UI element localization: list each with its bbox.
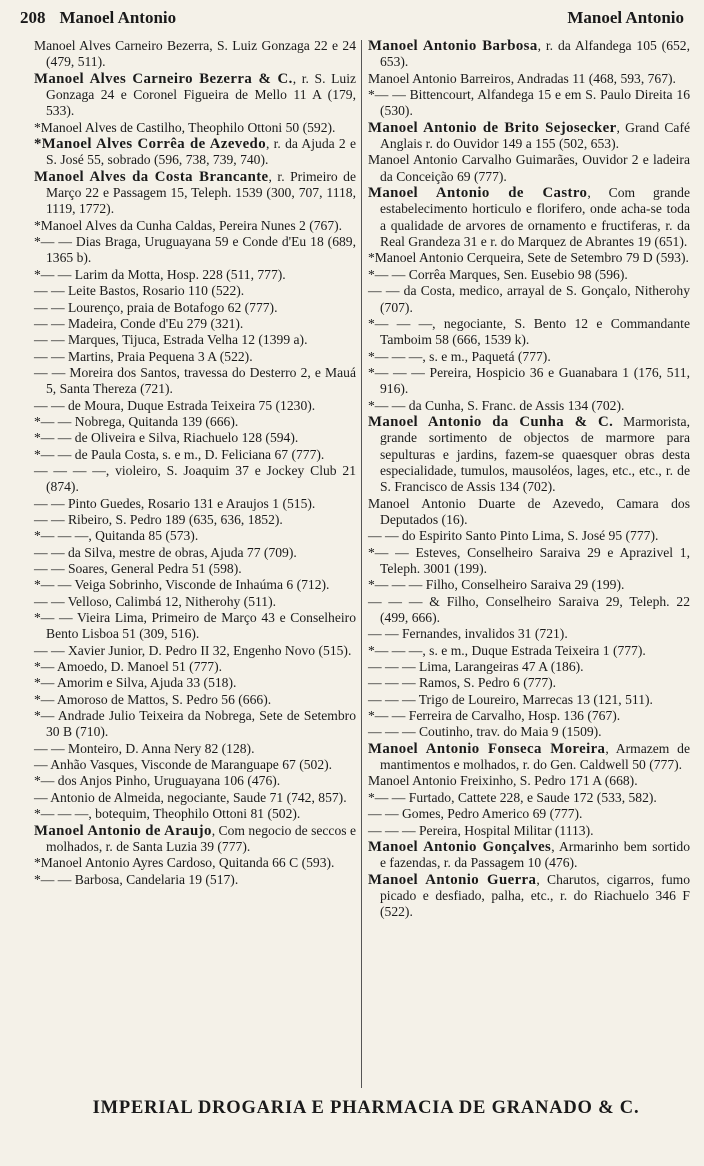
entry-bold-name: *Manoel Alves Corrêa de Azevedo	[34, 136, 266, 153]
entry-text: — — Velloso, Calimbá 12, Nitherohy (511).	[34, 593, 277, 609]
entry-text: , r. Primeiro de Março 22 e Passagem 15, Teleph. 1539 (300, 707, 1118, 1119, 1772).	[46, 168, 357, 217]
entry-text: — — Monteiro, D. Anna Nery 82 (128).	[34, 740, 255, 756]
directory-entry	[368, 414, 690, 496]
entry-text: *— — Vieira Lima, Primeiro de Março 43 e Conselheiro Bento Lisboa 51 (309, 516).	[34, 610, 356, 642]
entry-text: Manoel Antonio Barreiros, Andradas 11 (468, 593, 767).	[368, 70, 676, 86]
entry-text: *— — — Filho, Conselheiro Saraiva 29 (199).	[368, 577, 625, 593]
directory-entry	[34, 675, 356, 691]
directory-entry	[34, 316, 356, 332]
directory-entry	[368, 741, 690, 774]
entry-bold-name: Manoel Alves da Costa Brancante	[34, 168, 269, 185]
entry-text: — — de Moura, Duque Estrada Teixeira 75 (1230).	[34, 397, 316, 413]
directory-entry	[368, 659, 690, 675]
directory-entry	[34, 528, 356, 544]
entry-bold-name: Manoel Antonio de Araujo	[34, 822, 212, 839]
entry-text: — — Pinto Guedes, Rosario 131 e Araujos 1 (515).	[34, 495, 316, 511]
directory-entry	[34, 823, 356, 856]
directory-entry	[34, 398, 356, 414]
entry-text: Marmorista, grande sortimento de objectos de marmore para sepulturas e jardins, fazem-se quaesquer obras desta especialidade, tumulos, mausoléos, lages, etc., etc., r. de S. Francisco de Assis 134 (702).	[380, 413, 690, 495]
entry-text: — — Moreira dos Santos, travessa do Desterro 2, e Mauá 5, Santa Thereza (721).	[34, 364, 356, 397]
directory-entry	[34, 773, 356, 789]
entry-text: Manoel Antonio Duarte de Azevedo, Camara dos Deputados (16).	[368, 495, 690, 527]
entry-text: — — Leite Bastos, Rosario 110 (522).	[34, 283, 245, 299]
entry-text: *Manoel Antonio Ayres Cardoso, Quitanda 66 C (593).	[34, 855, 335, 871]
directory-entry	[368, 365, 690, 398]
entry-bold-name: Manoel Antonio Gonçalves	[368, 838, 552, 855]
directory-entry	[368, 528, 690, 544]
directory-entry	[34, 71, 356, 120]
entry-text: Manoel Alves Carneiro Bezerra, S. Luiz Gonzaga 22 e 24 (479, 511).	[34, 38, 356, 70]
entry-text: , Com negocio de seccos e molhados, r. de Santa Luzia 39 (777).	[46, 822, 356, 854]
directory-entry	[368, 626, 690, 642]
page-header	[20, 8, 684, 34]
entry-bold-name: Manoel Antonio de Castro	[368, 185, 588, 202]
entry-text: — — Madeira, Conde d'Eu 279 (321).	[34, 315, 244, 331]
entry-text: *— Amoedo, D. Manoel 51 (777).	[34, 659, 223, 675]
entry-text: *Manoel Alves de Castilho, Theophilo Ottoni 50 (592).	[34, 119, 336, 135]
entry-text: *— — Esteves, Conselheiro Saraiva 29 e Aprazivel 1, Teleph. 3001 (199).	[368, 544, 690, 576]
entry-text: *— Amoroso de Mattos, S. Pedro 56 (666).	[34, 691, 272, 707]
entry-text: *— — —, negociante, S. Bento 12 e Commandante Tamboim 58 (666, 1539 k).	[368, 315, 690, 348]
directory-entry	[368, 152, 690, 185]
directory-entry	[368, 823, 690, 839]
entry-text: — — da Costa, medico, arrayal de S. Gonçalo, Nitherohy (707).	[368, 283, 690, 315]
entry-text: *— — —, botequim, Theophilo Ottoni 81 (502).	[34, 806, 301, 822]
directory-entry	[34, 790, 356, 806]
directory-entry	[34, 708, 356, 741]
footer-advertisement: IMPERIAL DROGARIA E PHARMACIA DE GRANADO & C.	[92, 1098, 640, 1118]
directory-entry	[368, 692, 690, 708]
entry-text: — Antonio de Almeida, negociante, Saude 71 (742, 857).	[34, 789, 347, 805]
directory-entry	[368, 724, 690, 740]
directory-entry	[34, 218, 356, 234]
entry-text: — Anhão Vasques, Visconde de Maranguape 67 (502).	[34, 757, 333, 773]
directory-entry	[34, 267, 356, 283]
directory-entry	[368, 708, 690, 724]
page-number: 208	[20, 8, 46, 27]
entry-text: *— — Larim da Motta, Hosp. 228 (511, 777).	[34, 266, 286, 282]
directory-entry	[34, 741, 356, 757]
entry-text: *— — — Pereira, Hospicio 36 e Guanabara 1 (176, 511, 916).	[368, 364, 690, 397]
directory-entry	[34, 300, 356, 316]
directory-entry	[34, 414, 356, 430]
entry-text: *— — Furtado, Cattete 228, e Saude 172 (533, 582).	[368, 789, 657, 805]
entry-text: — — — Lima, Larangeiras 47 A (186).	[368, 659, 584, 675]
entry-text: , r. da Alfandega 105 (652, 653).	[380, 38, 690, 70]
entry-text: — — — Pereira, Hospital Militar (1113).	[368, 822, 594, 838]
entry-bold-name: Manoel Antonio da Cunha & C.	[368, 413, 614, 430]
directory-entry	[34, 332, 356, 348]
entry-text: , Armarinho bem sortido e fazendas, r. da Passagem 10 (476).	[380, 838, 690, 871]
right-column	[368, 38, 690, 921]
entry-text: , Armazem de mantimentos e molhados, r. do Gen. Caldwell 50 (777).	[380, 740, 690, 773]
header-left	[20, 8, 176, 28]
directory-entry	[34, 512, 356, 528]
directory-entry	[368, 316, 690, 349]
directory-entry	[368, 87, 690, 120]
entry-text: *— dos Anjos Pinho, Uruguayana 106 (476).	[34, 773, 281, 789]
directory-entry	[34, 643, 356, 659]
directory-entry	[368, 496, 690, 529]
entry-text: — — Ribeiro, S. Pedro 189 (635, 636, 1852).	[34, 511, 283, 527]
entry-text: , Grand Café Anglais r. do Ouvidor 149 a 155 (502, 653).	[380, 119, 690, 152]
directory-entry	[34, 136, 356, 169]
directory-entry	[368, 185, 690, 250]
directory-entry	[34, 561, 356, 577]
entry-bold-name: Manoel Antonio de Brito Sejosecker	[368, 119, 617, 136]
entry-text: *— — Barbosa, Candelaria 19 (517).	[34, 871, 239, 887]
entry-text: — — da Silva, mestre de obras, Ajuda 77 (709).	[34, 544, 297, 560]
directory-entry	[368, 594, 690, 627]
directory-entry	[34, 463, 356, 496]
directory-entry	[34, 234, 356, 267]
entry-text: — — Xavier Junior, D. Pedro II 32, Engenho Novo (515).	[34, 642, 352, 658]
entry-text: *— Amorim e Silva, Ajuda 33 (518).	[34, 675, 237, 691]
directory-entry	[34, 757, 356, 773]
entry-text: *Manoel Antonio Cerqueira, Sete de Setembro 79 D (593).	[368, 250, 689, 266]
directory-entry	[34, 496, 356, 512]
directory-entry	[34, 349, 356, 365]
entry-text: — — Soares, General Pedra 51 (598).	[34, 561, 242, 576]
entry-text: *— — —, s. e m., Paquetá (777).	[368, 348, 551, 364]
directory-entry	[34, 38, 356, 71]
entry-text: — — — —, violeiro, S. Joaquim 37 e Jockey Club 21 (874).	[34, 462, 356, 495]
directory-entry	[34, 806, 356, 822]
directory-entry	[34, 447, 356, 463]
directory-entry	[34, 659, 356, 675]
entry-text: *— — Bittencourt, Alfandega 15 e em S. Paulo Direita 16 (530).	[368, 87, 690, 119]
entry-text: *— — —, s. e m., Duque Estrada Teixeira 1 (777).	[368, 642, 646, 658]
entry-text: — — — Coutinho, trav. do Maia 9 (1509).	[368, 724, 602, 740]
directory-entry	[368, 872, 690, 921]
directory-entry	[368, 120, 690, 153]
entry-text: *— Andrade Julio Teixeira da Nobrega, Sete de Setembro 30 B (710).	[34, 708, 356, 740]
column-divider	[361, 40, 362, 1088]
directory-entry	[368, 643, 690, 659]
directory-entry	[34, 594, 356, 610]
directory-entry	[34, 545, 356, 561]
directory-entry	[368, 790, 690, 806]
entry-text: , Charutos, cigarros, fumo picado e desfiado, palha, etc., r. do Riachuelo 346 F (522).	[380, 871, 691, 920]
entry-text: — — Martins, Praia Pequena 3 A (522).	[34, 348, 253, 364]
entry-text: , Com grande estabelecimento horticulo e florifero, onde acha-se toda a qualidade de arvores de ornamento e fructiferas, r. da Real Grandeza 31 e r. do Marquez de Abrantes 19 (651).	[380, 185, 690, 250]
entry-bold-name: Manoel Alves Carneiro Bezerra & C.	[34, 70, 293, 87]
entry-text: Manoel Antonio Freixinho, S. Pedro 171 A (668).	[368, 773, 638, 789]
directory-entry	[368, 806, 690, 822]
entry-text: — — Lourenço, praia de Botafogo 62 (777).	[34, 299, 278, 315]
entry-text: — — Fernandes, invalidos 31 (721).	[368, 626, 568, 642]
entry-bold-name: Manoel Antonio Guerra	[368, 871, 537, 888]
directory-entry	[34, 610, 356, 643]
directory-entry	[368, 250, 690, 266]
directory-entry	[34, 855, 356, 871]
entry-text: — — do Espirito Santo Pinto Lima, S. José 95 (777).	[368, 528, 659, 544]
directory-entry	[368, 545, 690, 578]
entry-text: *— — de Paula Costa, s. e m., D. Feliciana 67 (777).	[34, 446, 325, 462]
directory-entry	[368, 675, 690, 691]
directory-entry	[368, 839, 690, 872]
directory-entry	[368, 267, 690, 283]
entry-text: — — Gomes, Pedro Americo 69 (777).	[368, 806, 583, 822]
directory-entry	[368, 773, 690, 789]
directory-entry	[34, 283, 356, 299]
directory-entry	[34, 365, 356, 398]
directory-entry	[368, 38, 690, 71]
entry-text: — — — Trigo de Loureiro, Marrecas 13 (121, 511).	[368, 691, 653, 707]
header-right-title: Manoel Antonio	[567, 8, 684, 27]
entry-text: *— — Nobrega, Quitanda 139 (666).	[34, 413, 239, 429]
entry-bold-name: Manoel Antonio Barbosa	[368, 38, 538, 54]
directory-entry	[34, 120, 356, 136]
directory-entry	[368, 577, 690, 593]
entry-text: *Manoel Alves da Cunha Caldas, Pereira Nunes 2 (767).	[34, 217, 343, 233]
left-column	[34, 38, 356, 888]
directory-entry	[34, 577, 356, 593]
directory-entry	[368, 71, 690, 87]
entry-text: *— — da Cunha, S. Franc. de Assis 134 (702).	[368, 397, 625, 413]
entry-text: , r. da Ajuda 2 e S. José 55, sobrado (596, 738, 739, 740).	[46, 136, 356, 168]
entry-text: *— — Ferreira de Carvalho, Hosp. 136 (767).	[368, 708, 621, 724]
directory-entry	[34, 430, 356, 446]
entry-text: Manoel Antonio Carvalho Guimarães, Ouvidor 2 e ladeira da Conceição 69 (777).	[368, 152, 690, 184]
entry-text: *— — Veiga Sobrinho, Visconde de Inhaúma 6 (712).	[34, 577, 330, 593]
directory-entry	[34, 872, 356, 888]
directory-entry	[368, 283, 690, 316]
entry-text: *— — de Oliveira e Silva, Riachuelo 128 (594).	[34, 430, 299, 446]
directory-entry	[368, 398, 690, 414]
header-left-title: Manoel Antonio	[59, 8, 177, 27]
entry-text: — — — Ramos, S. Pedro 6 (777).	[368, 675, 557, 691]
entry-text: *— — Dias Braga, Uruguayana 59 e Conde d'Eu 18 (689, 1365 b).	[34, 234, 356, 266]
entry-bold-name: Manoel Antonio Fonseca Moreira	[368, 740, 606, 757]
directory-entry	[34, 692, 356, 708]
entry-text: *— — Corrêa Marques, Sen. Eusebio 98 (596).	[368, 266, 628, 282]
entry-text: , r. S. Luiz Gonzaga 24 e Coronel Figueira de Mello 11 A (179, 533).	[46, 70, 357, 119]
entry-text: *— — —, Quitanda 85 (573).	[34, 528, 199, 544]
directory-entry	[368, 349, 690, 365]
directory-entry	[34, 169, 356, 218]
entry-text: — — Marques, Tijuca, Estrada Velha 12 (1399 a).	[34, 332, 308, 348]
entry-text: — — — & Filho, Conselheiro Saraiva 29, Teleph. 22 (499, 666).	[368, 593, 690, 626]
